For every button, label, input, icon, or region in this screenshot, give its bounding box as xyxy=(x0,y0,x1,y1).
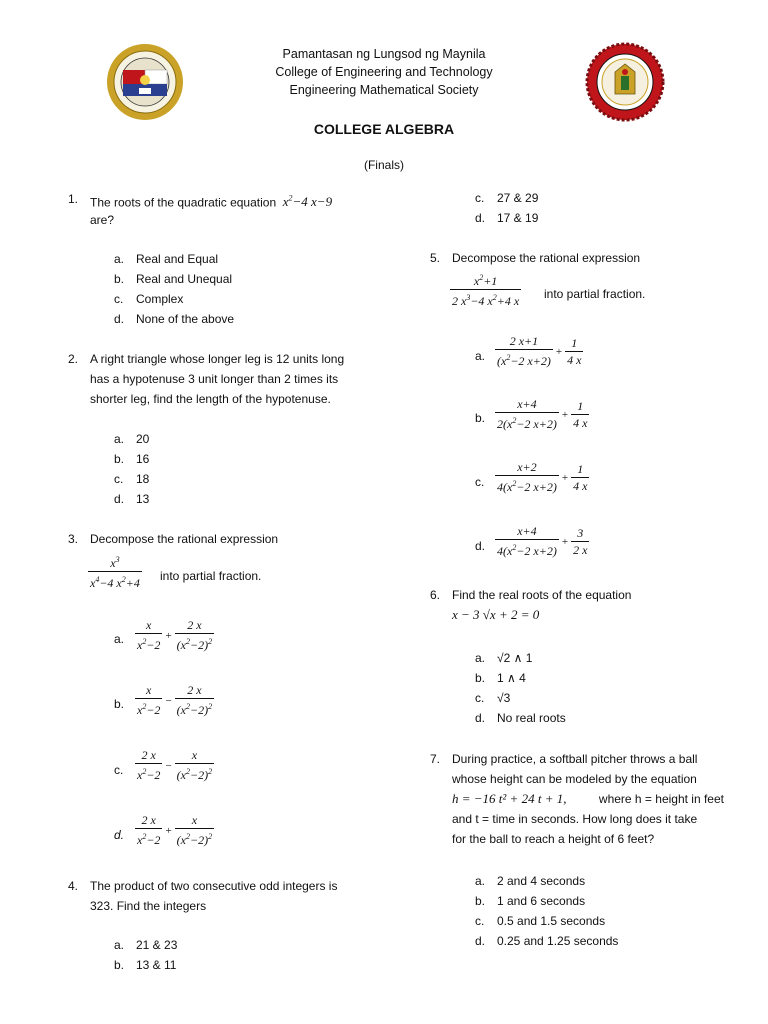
q5-main-fraction: $\frac{x^2+1}{2 x^3-4 x^2+4 x}$ xyxy=(452,273,520,308)
q4-line-1: The product of two consecutive odd integers is xyxy=(90,879,338,893)
q7-line-5: for the ball to reach a height of 6 feet? xyxy=(452,832,655,846)
q7-line-1: During practice, a softball pitcher throws a ball xyxy=(452,752,698,766)
q3-option-b[interactable]: $\frac{x}{x^2-2}$ − $\frac{2 x}{(x^2-2)^2}$ xyxy=(137,683,213,717)
q7-line-3 xyxy=(452,789,724,809)
q3-main-fraction: $\frac{x^3}{x^4-4 x^2+4}$ xyxy=(90,555,140,590)
q5-into-text: into partial fraction. xyxy=(544,287,646,301)
q2-line-1: A right triangle whose longer leg is 12 units long xyxy=(90,352,345,366)
q2-line-3: shorter leg, find the length of the hypotenuse. xyxy=(90,392,331,406)
q1-stem-2: are? xyxy=(90,213,115,227)
q5-option-b[interactable]: $\frac{x+4}{2(x^2-2 x+2)}$ + $\frac{1}{4 x}$ xyxy=(497,397,588,431)
q6-equation: x − 3 √x + 2 = 0 xyxy=(452,607,540,622)
q3-into-text: into partial fraction. xyxy=(160,569,262,583)
q3-option-c-label: c. xyxy=(114,763,124,777)
q7-stem xyxy=(452,749,724,849)
q1-number: 1. xyxy=(68,192,79,206)
exam-subtitle: (Finals) xyxy=(363,158,404,172)
q1-equation: $x^2-4$ x−9 xyxy=(279,194,333,210)
q7-equation: h = −16 t² + 24 t + 1, xyxy=(452,791,567,806)
q5-expression xyxy=(450,270,521,309)
q7-line-2: whose height can be modeled by the equation xyxy=(452,772,697,786)
q3-number: 3. xyxy=(68,532,79,546)
q5-stem: Decompose the rational expression xyxy=(452,251,641,265)
q5-option-c-label: c. xyxy=(475,475,485,489)
q2-line-2: has a hypotenuse 3 unit longer than 2 times its xyxy=(90,372,339,386)
q7-line-4: and t = time in seconds. How long does it take xyxy=(452,812,698,826)
q3-option-d-label: d. xyxy=(114,828,125,842)
college-name: College of Engineering and Technology xyxy=(275,65,493,79)
q5-option-d[interactable]: $\frac{x+4}{4(x^2-2 x+2)}$ + $\frac{3}{2 x}$ xyxy=(497,524,588,558)
q3-option-a[interactable]: $\frac{x}{x^2-2}$ + $\frac{2 x}{(x^2-2)^2}$ xyxy=(137,618,213,652)
q5-option-a-label: a. xyxy=(475,349,486,363)
university-name: Pamantasan ng Lungsod ng Maynila xyxy=(282,47,486,61)
page-title: COLLEGE ALGEBRA xyxy=(313,121,455,137)
society-name: Engineering Mathematical Society xyxy=(289,83,479,97)
q2-stem xyxy=(90,349,380,409)
q7-line-3-text: where h = height in feet xyxy=(598,792,724,806)
q3-option-d[interactable]: $\frac{2 x}{x^2-2}$ + $\frac{x}{(x^2-2)^2}$ xyxy=(137,813,213,847)
q5-option-d-label: d. xyxy=(475,539,486,553)
q5-option-c[interactable]: $\frac{x+2}{4(x^2-2 x+2)}$ + $\frac{1}{4 x}$ xyxy=(497,460,588,494)
q1-stem xyxy=(90,189,332,212)
q4-line-2: 323. Find the integers xyxy=(90,899,207,913)
q3-stem: Decompose the rational expression xyxy=(90,532,279,546)
q3-option-a-label: a. xyxy=(114,632,125,646)
q4-stem xyxy=(90,876,380,916)
q7-number: 7. xyxy=(430,752,441,766)
q3-option-c[interactable]: $\frac{2 x}{x^2-2}$ − $\frac{x}{(x^2-2)^2}$ xyxy=(137,748,213,782)
q3-expression xyxy=(88,552,142,591)
q3-option-b-label: b. xyxy=(114,697,125,711)
q5-option-a[interactable]: $\frac{2 x+1}{(x^2-2 x+2)}$ + $\frac{1}{4 x}$ xyxy=(497,334,582,368)
q2-number: 2. xyxy=(68,352,79,366)
q6-number: 6. xyxy=(430,588,441,602)
q5-number: 5. xyxy=(430,251,441,265)
q6-stem: Find the real roots of the equation xyxy=(452,588,632,602)
q5-option-b-label: b. xyxy=(475,411,486,425)
q4-number: 4. xyxy=(68,879,79,893)
q1-stem-text: The roots of the quadratic equation xyxy=(90,195,277,210)
